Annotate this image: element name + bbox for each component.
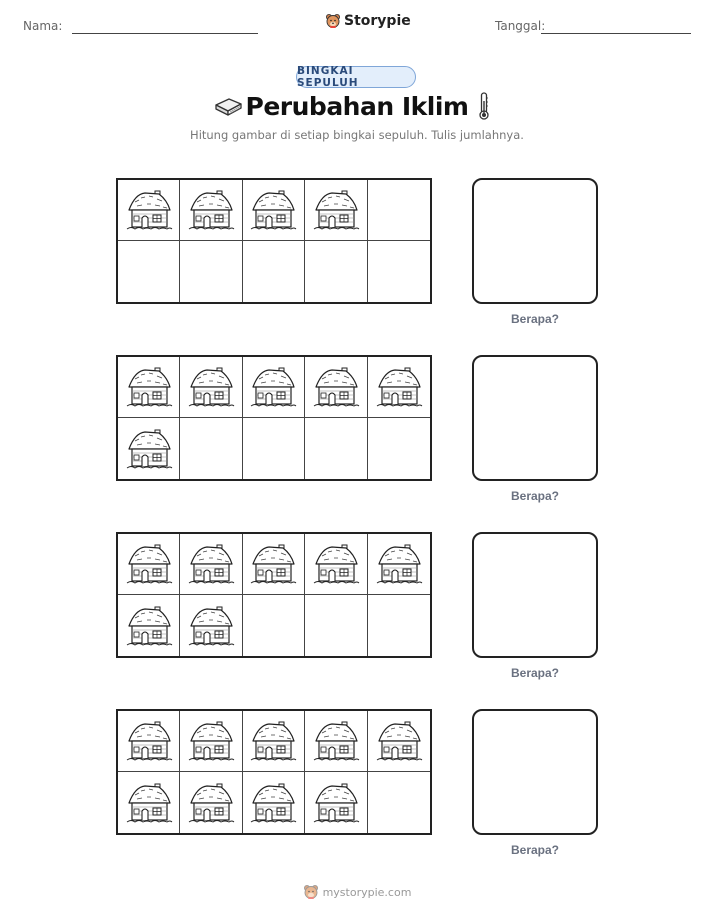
thermometer-icon [477,91,491,121]
frame-cell [243,241,305,302]
frame-cell [368,418,430,479]
answer-box-3[interactable] [472,532,598,658]
category-badge: BINGKAI SEPULUH [296,66,416,88]
answer-label-4: Berapa? [510,843,560,857]
footer-url: mystorypie.com [322,885,412,899]
cabin-house-icon [187,604,235,648]
frame-cell [180,180,242,241]
date-line[interactable] [541,33,691,34]
frame-cell [118,180,180,241]
cabin-house-icon [249,365,297,409]
ten-frame-4 [116,709,432,835]
cabin-house-icon [187,542,235,586]
page-title-wrap [0,92,714,121]
cabin-house-icon [125,427,173,471]
cabin-house-icon [249,781,297,825]
cabin-house-icon [187,781,235,825]
frame-cell [305,357,367,418]
answer-box-2[interactable] [472,355,598,481]
cabin-house-icon [125,365,173,409]
ten-frame-1 [116,178,432,304]
frame-cell [243,595,305,656]
frame-cell [118,711,180,772]
frame-cell [243,534,305,595]
frame-cell [368,357,430,418]
cabin-house-icon [125,604,173,648]
frame-cell [118,241,180,302]
frame-cell [180,595,242,656]
cabin-house-icon [187,365,235,409]
frame-cell [305,595,367,656]
frame-cell [180,357,242,418]
brand-logo [325,13,411,29]
cabin-house-icon [312,365,360,409]
name-line[interactable] [72,33,258,34]
frame-cell [368,711,430,772]
cabin-house-icon [312,719,360,763]
frame-cell [243,418,305,479]
frame-cell [305,772,367,833]
frame-cell [180,241,242,302]
cabin-house-icon [375,365,423,409]
cabin-house-icon [249,719,297,763]
frame-cell [118,595,180,656]
frame-cell [243,711,305,772]
answer-box-1[interactable] [472,178,598,304]
page-title: Perubahan Iklim [245,92,469,121]
footer [0,884,714,900]
cabin-house-icon [312,542,360,586]
frame-cell [368,595,430,656]
frame-cell [118,418,180,479]
frame-cell [118,772,180,833]
frame-cell [305,241,367,302]
frame-cell [118,534,180,595]
frame-cell [180,418,242,479]
cabin-house-icon [187,719,235,763]
frame-cell [368,534,430,595]
bear-icon [325,13,341,29]
ten-frame-2 [116,355,432,481]
frame-cell [305,534,367,595]
cabin-house-icon [125,188,173,232]
ten-frame-3 [116,532,432,658]
frame-cell [180,711,242,772]
cabin-house-icon [187,188,235,232]
cabin-house-icon [375,719,423,763]
date-label: Tanggal: [495,19,546,33]
cabin-house-icon [249,542,297,586]
frame-cell [243,772,305,833]
frame-cell [305,711,367,772]
cabin-house-icon [125,781,173,825]
frame-cell [305,418,367,479]
cabin-house-icon [125,542,173,586]
instructions: Hitung gambar di setiap bingkai sepuluh. Tulis jumlahnya. [190,128,524,142]
cabin-house-icon [312,188,360,232]
cabin-house-icon [125,719,173,763]
name-label: Nama: [23,19,63,33]
frame-cell [305,180,367,241]
cabin-house-icon [312,781,360,825]
frame-cell [118,357,180,418]
frame-cell [243,180,305,241]
cabin-house-icon [249,188,297,232]
answer-box-4[interactable] [472,709,598,835]
frame-cell [180,534,242,595]
frame-cell [368,772,430,833]
brand-name: Storypie [344,13,411,29]
answer-label-1: Berapa? [510,312,560,326]
bear-icon [303,884,319,900]
cabin-house-icon [375,542,423,586]
answer-label-2: Berapa? [510,489,560,503]
answer-label-3: Berapa? [510,666,560,680]
frame-cell [180,772,242,833]
frame-cell [368,180,430,241]
frame-cell [243,357,305,418]
frame-cell [368,241,430,302]
